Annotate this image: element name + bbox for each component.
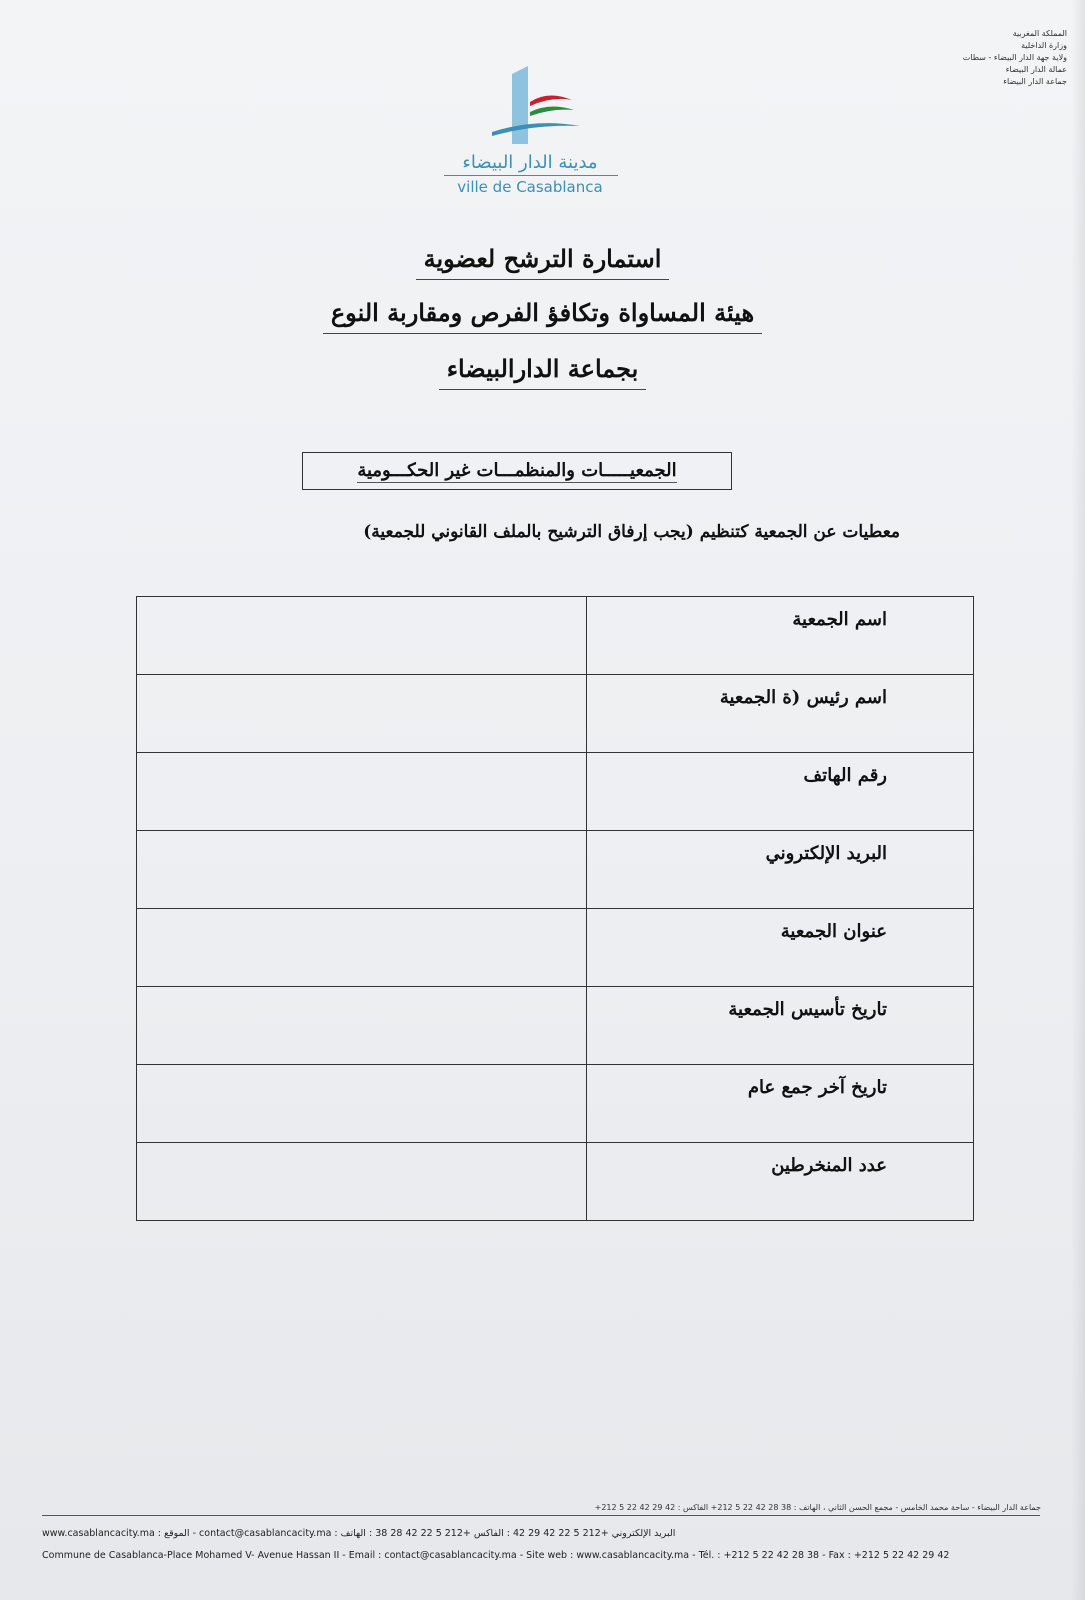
- table-row: [137, 909, 974, 987]
- form-title-text: استمارة الترشح لعضوية: [416, 244, 670, 280]
- casablanca-logo: [430, 62, 630, 202]
- members-count-field[interactable]: [137, 1143, 587, 1221]
- table-row: [137, 831, 974, 909]
- field-label: اسم الجمعية: [792, 609, 887, 630]
- section-heading: معطيات عن الجمعية كتنظيم (يجب إرفاق الترشيح بالملف القانوني للجمعية): [363, 522, 900, 542]
- form-title-line-3: [0, 354, 1085, 390]
- field-label-cell: [587, 831, 974, 909]
- table-row: [137, 597, 974, 675]
- table-row: [137, 1065, 974, 1143]
- administrative-header: [917, 28, 1067, 88]
- field-label-cell: [587, 909, 974, 987]
- field-label-cell: [587, 1065, 974, 1143]
- admin-header-line: ولاية جهة الدار البيضاء - سطات: [962, 53, 1067, 62]
- phone-number-field[interactable]: [137, 753, 587, 831]
- admin-header-line: عمالة الدار البيضاء: [1005, 65, 1067, 74]
- logo-divider: [444, 175, 618, 176]
- field-label-cell: [587, 597, 974, 675]
- association-name-field[interactable]: [137, 597, 587, 675]
- field-label: رقم الهاتف: [803, 765, 887, 786]
- table-row: [137, 987, 974, 1065]
- field-label-cell: [587, 753, 974, 831]
- category-label: الجمعيـــــات والمنظمـــات غير الحكـــومية: [357, 460, 677, 481]
- admin-header-line: وزارة الداخلية: [1021, 41, 1067, 50]
- association-info-table: [136, 596, 974, 1221]
- field-label: اسم رئيس (ة الجمعية: [719, 687, 887, 708]
- field-label: تاريخ آخر جمع عام: [747, 1077, 887, 1098]
- footer-contact-line: www.casablancacity.ma : الموقع - contact@casablancacity.ma : البريد الإلكتروني +212 5 22 42 29 42 : الفاكس +212 5 22 42 28 38 : الهاتف: [42, 1528, 676, 1539]
- field-label-cell: [587, 987, 974, 1065]
- table-row: [137, 1143, 974, 1221]
- field-label: تاريخ تأسيس الجمعية: [728, 999, 887, 1020]
- field-label-cell: [587, 675, 974, 753]
- email-field[interactable]: [137, 831, 587, 909]
- field-label: عنوان الجمعية: [780, 921, 887, 942]
- page-edge-shadow: [1071, 0, 1085, 1600]
- founding-date-field[interactable]: [137, 987, 587, 1065]
- form-title-text: هيئة المساواة وتكافؤ الفرص ومقاربة النوع: [323, 298, 762, 334]
- table-row: [137, 753, 974, 831]
- last-general-assembly-field[interactable]: [137, 1065, 587, 1143]
- form-title-line-1: [0, 244, 1085, 280]
- form-title-text: بجماعة الدارالبيضاء: [439, 354, 647, 390]
- form-title-line-2: [0, 298, 1085, 334]
- casablanca-emblem-icon: [490, 62, 580, 147]
- footer-divider: [42, 1515, 1040, 1516]
- admin-header-line: المملكة المغربية: [1012, 29, 1067, 38]
- footer-arabic-address: جماعة الدار البيضاء - ساحة محمد الخامس - مجمع الحسن الثاني ، الهاتف : 38 28 42 22 5 212+ الفاكس : 42 29 42 22 5 212+: [594, 1503, 1041, 1512]
- field-label: البريد الإلكتروني: [765, 843, 887, 864]
- logo-arabic-name: مدينة الدار البيضاء: [462, 152, 598, 173]
- field-label: عدد المنخرطين: [771, 1155, 887, 1176]
- footer-address-line: Commune de Casablanca-Place Mohamed V- Avenue Hassan II - Email : contact@casablancacity.ma - Site web : www.casablancacity.ma - Tél. : +212 5 22 42 28 38 - Fax : +212 5 22 42 29 42: [42, 1550, 950, 1561]
- admin-header-line: جماعة الدار البيضاء: [1003, 77, 1067, 86]
- address-field[interactable]: [137, 909, 587, 987]
- field-label-cell: [587, 1143, 974, 1221]
- table-row: [137, 675, 974, 753]
- president-name-field[interactable]: [137, 675, 587, 753]
- logo-french-name: ville de Casablanca: [457, 178, 603, 196]
- category-box: [302, 452, 732, 490]
